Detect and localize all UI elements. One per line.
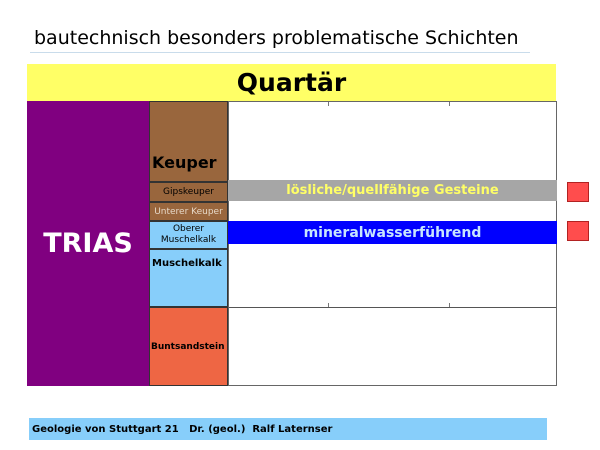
- grid-divider: [229, 307, 556, 308]
- grid-tick: [449, 303, 450, 307]
- slide-title: bautechnisch besonders problematische Schichten: [34, 27, 519, 49]
- gipskeuper-label: Gipskeuper: [163, 187, 214, 197]
- buntsandstein-label: Buntsandstein: [151, 341, 225, 352]
- title-underline: [30, 52, 530, 53]
- grid-tick: [328, 303, 329, 307]
- loeslich-label: lösliche/quellfähige Gesteine: [286, 183, 499, 198]
- loeslich-marker: [567, 182, 589, 202]
- mineral-band: [228, 221, 557, 244]
- trias-column: [27, 101, 149, 386]
- muschelkalk-label: Muschelkalk: [152, 258, 222, 269]
- buntsandstein-unit: [149, 307, 228, 386]
- unterer-keuper-unit: [149, 202, 228, 221]
- gipskeuper-unit: [149, 182, 228, 202]
- unterer-keuper-label: Unterer Keuper: [154, 206, 223, 217]
- quartaer-band: [27, 64, 556, 101]
- mineral-label: mineralwasserführend: [303, 224, 482, 241]
- oberer-muschelkalk-unit: [149, 221, 228, 249]
- oberer-muschelkalk-label: Oberer Muschelkalk: [160, 224, 217, 245]
- keuper-unit: [149, 101, 228, 182]
- footer-label: Geologie von Stuttgart 21 Dr. (geol.) Ralf Laternser: [32, 423, 333, 435]
- trias-label: TRIAS: [43, 228, 133, 259]
- grid-tick: [449, 102, 450, 106]
- loeslich-band: [228, 180, 557, 201]
- grid-tick: [328, 102, 329, 106]
- muschelkalk-unit: [149, 249, 228, 307]
- quartaer-label: Quartär: [236, 68, 347, 97]
- mineral-marker: [567, 221, 589, 241]
- keuper-label: Keuper: [152, 153, 217, 172]
- footer-bar: [29, 418, 547, 440]
